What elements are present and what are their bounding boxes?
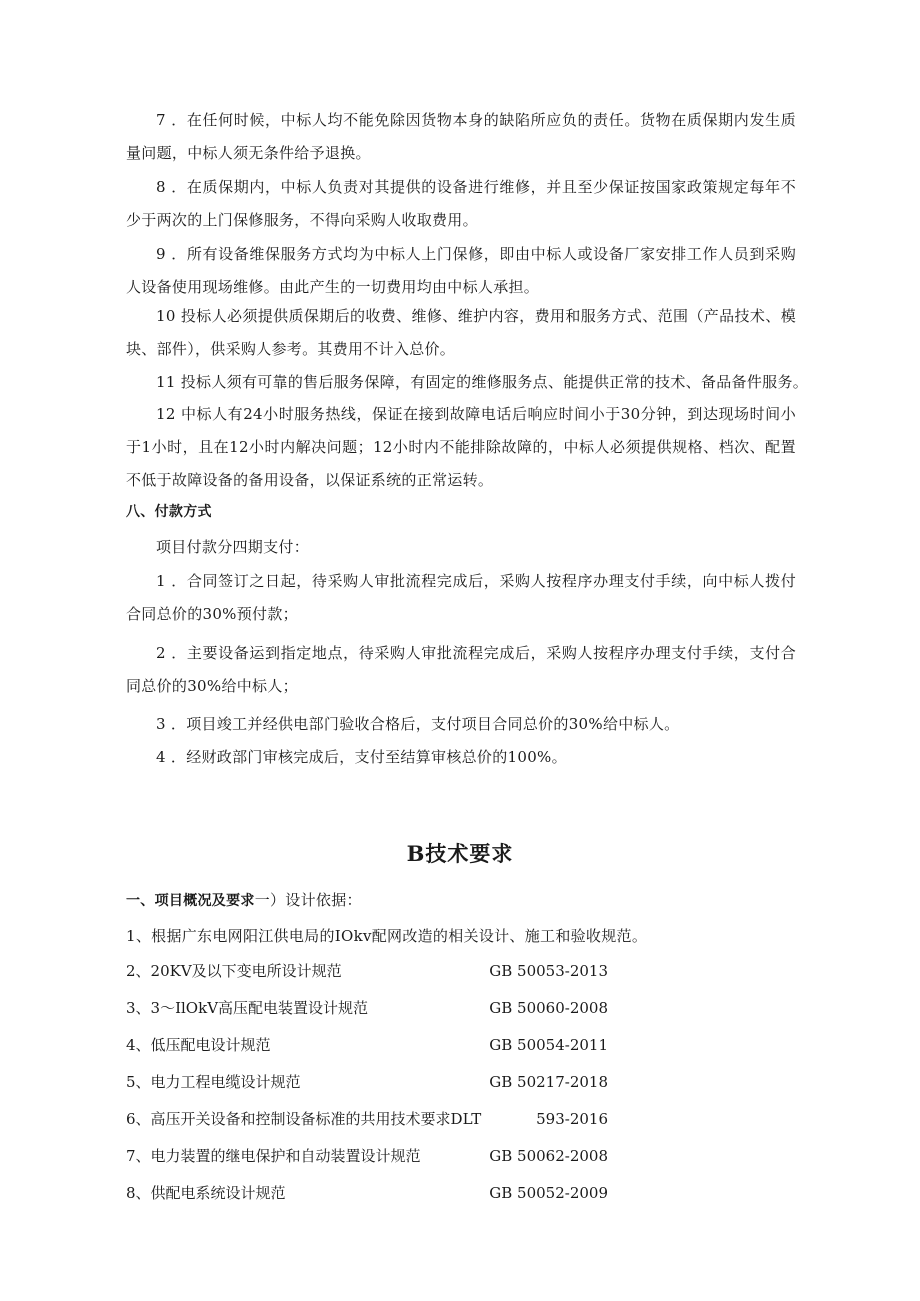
standard-code: GB 50052-2009 — [489, 1184, 608, 1202]
section-b-title: B技术要求 — [406, 841, 514, 866]
clause-8: 8 ．在质保期内，中标人负责对其提供的设备进行维修，并且至少保证按国家政策规定每年不少于两次的上门保修服务，不得向采购人收取费用。 — [126, 178, 796, 229]
standard-code: 593-2016 — [536, 1110, 608, 1128]
payment-item-1: 1 ．合同签订之日起，待采购人审批流程完成后，采购人按程序办理支付手续，向中标人拨付合同总价的30%预付款； — [126, 572, 796, 623]
clause-12: 12 中标人有24小时服务热线，保证在接到故障电话后响应时间小于30分钟，到达现场时间小于1小时，且在12小时内解决问题；12小时内不能排除故障的，中标人必须提供规格、档次、配置不低于故障设备的备用设备，以保证系统的正常运转。 — [126, 405, 796, 489]
section-b-heading-bold: 一、项目概况及要求 — [126, 893, 255, 909]
standard-code: GB 50217-2018 — [489, 1073, 608, 1091]
standard-name: 2、20KV及以下变电所设计规范 — [126, 962, 342, 980]
clause-7: 7 ．在任何时候，中标人均不能免除因货物本身的缺陷所应负的责任。货物在质保期内发生质量问题，中标人须无条件给予退换。 — [126, 111, 796, 162]
standard-code: GB 50054-2011 — [489, 1036, 608, 1054]
standard-name: 5、电力工程电缆设计规范 — [126, 1073, 301, 1091]
payment-item-2: 2 ．主要设备运到指定地点，待采购人审批流程完成后，采购人按程序办理支付手续，支付合同总价的30%给中标人； — [126, 644, 796, 695]
clause-9: 9 ．所有设备维保服务方式均为中标人上门保修，即由中标人或设备厂家安排工作人员到采购人设备使用现场维修。由此产生的一切费用均由中标人承担。 — [126, 245, 796, 296]
standard-name: 3、3～IlOkV高压配电装置设计规范 — [126, 999, 369, 1017]
standard-name: 4、低压配电设计规范 — [126, 1036, 271, 1054]
standard-code: GB 50062-2008 — [489, 1147, 608, 1165]
payment-heading: 八、付款方式 — [126, 504, 212, 520]
standard-name: 8、供配电系统设计规范 — [126, 1184, 286, 1202]
standard-name: 7、电力装置的继电保护和自动装置设计规范 — [126, 1147, 421, 1165]
payment-item-4: 4 ．经财政部门审核完成后，支付至结算审核总价的100%。 — [156, 748, 567, 766]
standard-name: 6、高压开关设备和控制设备标准的共用技术要求DLT — [126, 1110, 482, 1128]
design-basis-line: 1、根据广东电网阳江供电局的IOkv配网改造的相关设计、施工和验收规范。 — [126, 927, 648, 945]
clause-11: 11 投标人须有可靠的售后服务保障，有固定的维修服务点、能提供正常的技术、备品备件服务。 — [156, 373, 809, 391]
payment-item-3: 3 ．项目竣工并经供电部门验收合格后，支付项目合同总价的30%给中标人。 — [156, 715, 680, 733]
standard-code: GB 50053-2013 — [489, 962, 608, 980]
standard-code: GB 50060-2008 — [489, 999, 608, 1017]
payment-intro: 项目付款分四期支付： — [156, 538, 310, 556]
clause-10: 10 投标人必须提供质保期后的收费、维修、维护内容，费用和服务方式、范围（产品技术、模块、部件），供采购人参考。其费用不计入总价。 — [126, 307, 796, 358]
section-b-heading-rest: 一）设计依据： — [254, 891, 362, 909]
section-b-heading — [126, 884, 796, 918]
